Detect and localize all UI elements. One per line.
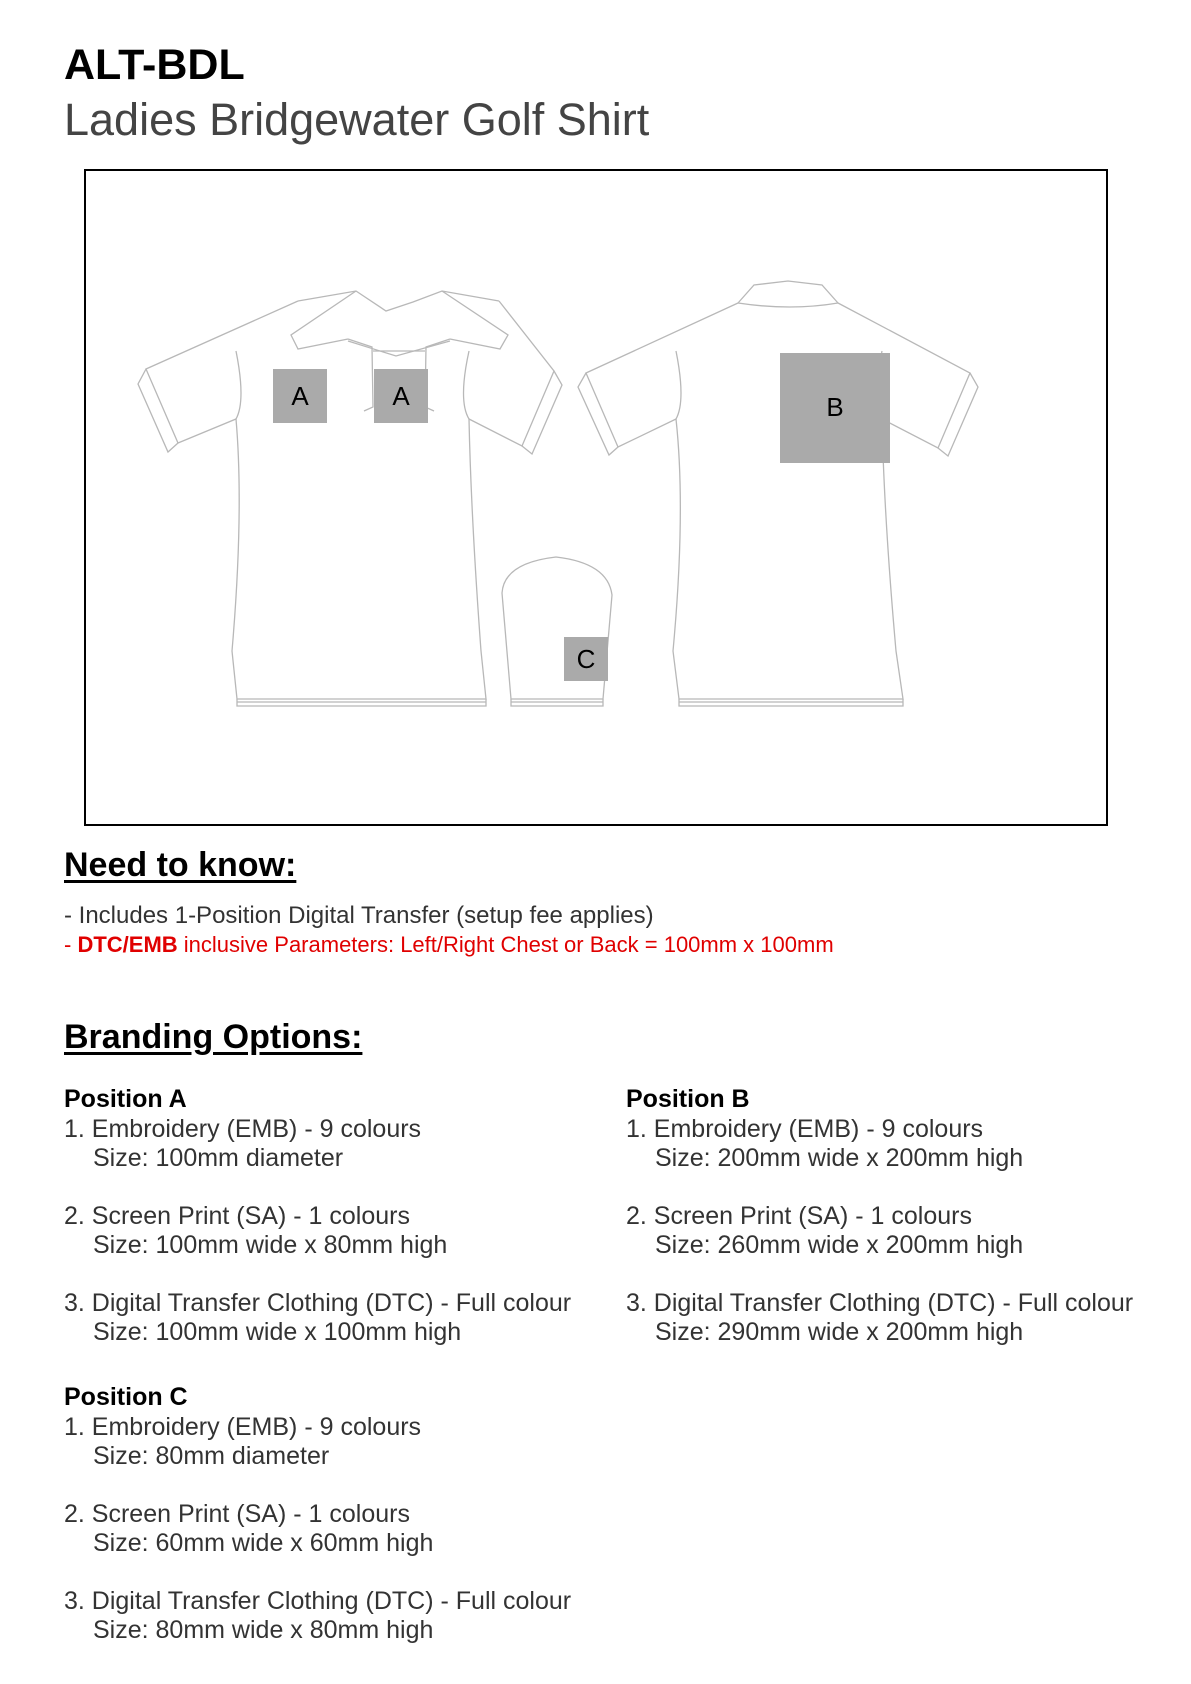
shirt-illustration [86, 171, 1106, 824]
need-to-know-line-2-bold: DTC/EMB [77, 932, 178, 957]
need-to-know-line-2 [64, 932, 834, 958]
option-size: Size: 100mm wide x 80mm high [93, 1231, 448, 1259]
option-size: Size: 290mm wide x 200mm high [655, 1318, 1024, 1346]
sleeve-outline [502, 557, 612, 706]
need-to-know-line-1: - Includes 1-Position Digital Transfer (setup fee applies) [64, 902, 654, 929]
position-a-option-1 [64, 1115, 624, 1173]
position-a-section [64, 1083, 624, 1376]
need-to-know-heading: Need to know: [64, 846, 297, 884]
position-b-option-3 [626, 1289, 1186, 1347]
option-size: Size: 60mm wide x 60mm high [93, 1529, 434, 1557]
position-a-option-2 [64, 1202, 624, 1260]
need-to-know-line-2-rest: inclusive Parameters: Left/Right Chest or Back = 100mm x 100mm [177, 932, 834, 957]
position-b-option-1 [626, 1115, 1186, 1173]
marker-c-label: C [576, 644, 596, 674]
back-shirt-outline [578, 281, 978, 706]
position-a-option-3 [64, 1289, 624, 1347]
option-size: Size: 100mm diameter [93, 1144, 344, 1172]
position-c-option-1 [64, 1413, 624, 1471]
position-b-option-2 [626, 1202, 1186, 1260]
option-size: Size: 260mm wide x 200mm high [655, 1231, 1024, 1259]
product-code: ALT-BDL [64, 41, 245, 89]
need-to-know-line-2-prefix: - [64, 932, 78, 957]
option-method: 2. Screen Print (SA) - 1 colours [64, 1202, 410, 1230]
option-method: 1. Embroidery (EMB) - 9 colours [64, 1115, 422, 1143]
product-name: Ladies Bridgewater Golf Shirt [64, 94, 650, 145]
position-c-title: Position C [64, 1383, 188, 1411]
option-method: 3. Digital Transfer Clothing (DTC) - Full colour [64, 1289, 572, 1317]
option-size: Size: 200mm wide x 200mm high [655, 1144, 1024, 1172]
option-method: 1. Embroidery (EMB) - 9 colours [64, 1413, 422, 1441]
marker-a-left-label: A [291, 381, 309, 411]
position-b-section [626, 1083, 1186, 1376]
position-b-title: Position B [626, 1085, 750, 1113]
option-size: Size: 80mm wide x 80mm high [93, 1616, 434, 1644]
option-size: Size: 100mm wide x 100mm high [93, 1318, 462, 1346]
position-a-title: Position A [64, 1085, 187, 1113]
option-method: 3. Digital Transfer Clothing (DTC) - Full colour [64, 1587, 572, 1615]
front-shirt-outline [138, 291, 562, 706]
option-size: Size: 80mm diameter [93, 1442, 330, 1470]
branding-options-heading: Branding Options: [64, 1018, 363, 1056]
position-c-option-3 [64, 1587, 624, 1645]
option-method: 3. Digital Transfer Clothing (DTC) - Full colour [626, 1289, 1134, 1317]
option-method: 2. Screen Print (SA) - 1 colours [626, 1202, 972, 1230]
position-c-option-2 [64, 1500, 624, 1558]
position-c-section [64, 1381, 624, 1674]
option-method: 1. Embroidery (EMB) - 9 colours [626, 1115, 984, 1143]
marker-a-right-label: A [392, 381, 410, 411]
marker-b-label: B [826, 392, 844, 422]
garment-diagram [84, 169, 1108, 826]
option-method: 2. Screen Print (SA) - 1 colours [64, 1500, 410, 1528]
